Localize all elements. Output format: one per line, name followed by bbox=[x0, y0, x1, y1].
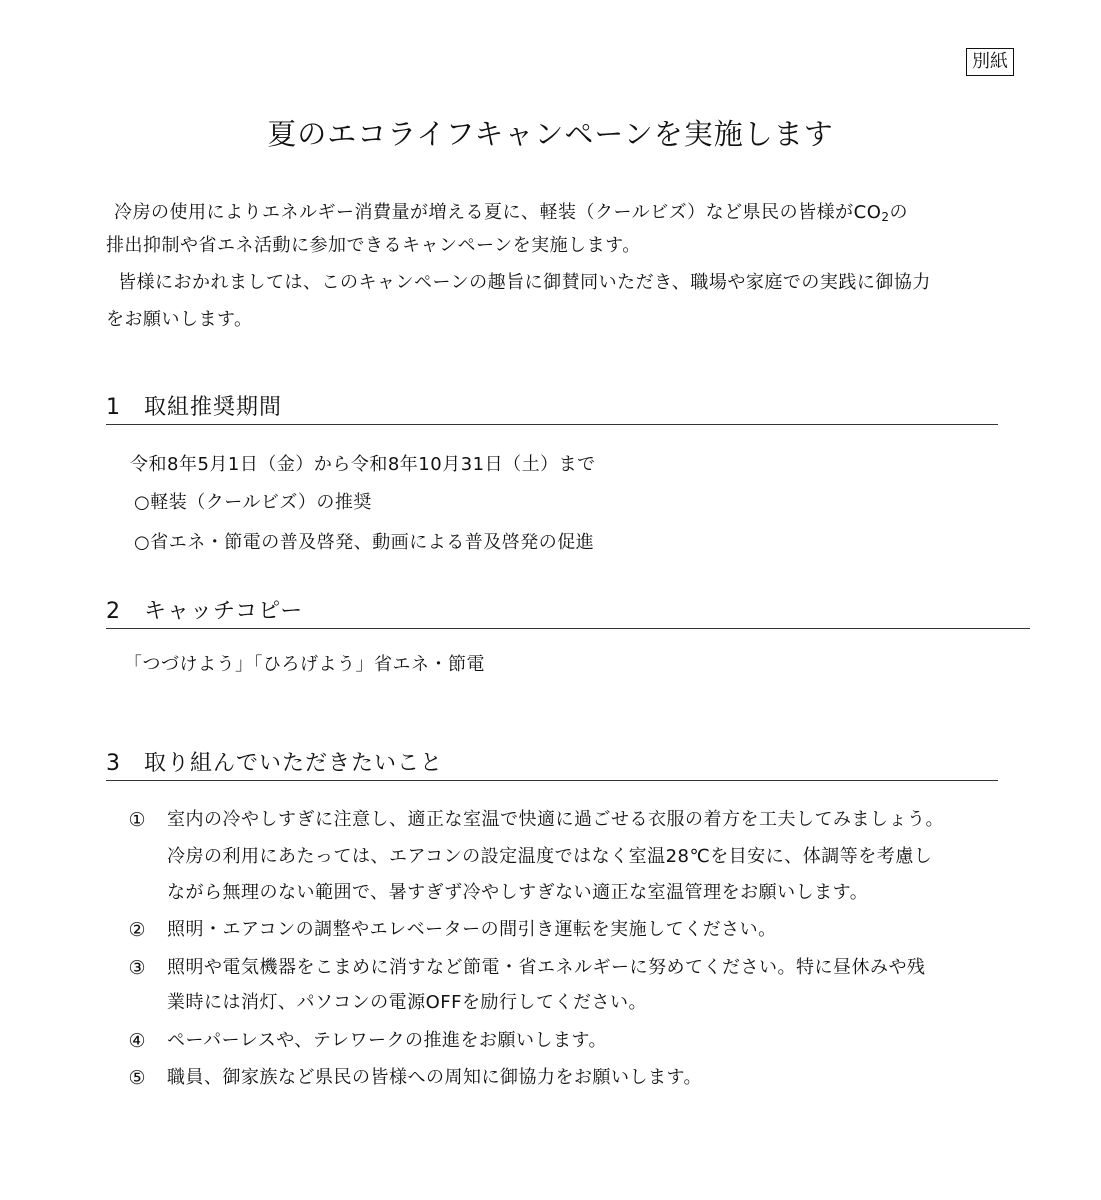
section-2-title: 2 キャッチコピー bbox=[106, 599, 304, 624]
intro-line-4: をお願いします。 bbox=[106, 309, 253, 330]
attachment-badge: 別紙 bbox=[966, 48, 1014, 76]
intro-line-2: 排出抑制や省エネ活動に参加できるキャンペーンを実施します。 bbox=[106, 235, 641, 256]
item-3-line-1: 照明や電気機器をこまめに消すなど節電・省エネルギーに努めてください。特に昼休みや残 bbox=[167, 957, 926, 978]
document-title: 夏のエコライフキャンペーンを実施します bbox=[267, 117, 834, 151]
catchcopy: 「つづけよう」「ひろげよう」省エネ・節電 bbox=[124, 654, 485, 675]
intro-line-1-end: の bbox=[889, 202, 909, 223]
co2-subscript: 2 bbox=[881, 210, 890, 224]
item-1-line-3: ながら無理のない範囲で、暑すぎず冷やしすぎない適正な室温管理をお願いします。 bbox=[167, 882, 869, 903]
section-1-period: 令和8年5月1日（金）から令和8年10月31日（土）まで bbox=[130, 454, 596, 475]
item-5-number: ⑤ bbox=[128, 1067, 146, 1089]
section-3-title: 3 取り組んでいただきたいこと bbox=[106, 751, 443, 776]
item-2-line-1: 照明・エアコンの調整やエレベーターの間引き運転を実施してください。 bbox=[167, 919, 777, 940]
intro-line-1 bbox=[114, 200, 908, 230]
item-3-line-2: 業時には消灯、パソコンの電源OFFを励行してください。 bbox=[167, 992, 648, 1013]
item-1-line-1: 室内の冷やしすぎに注意し、適正な室温で快適に過ごせる衣服の着方を工夫してみましょう。 bbox=[167, 809, 944, 830]
item-3-number: ③ bbox=[128, 957, 146, 979]
section-3-rule bbox=[106, 780, 998, 781]
item-1-line-2: 冷房の利用にあたっては、エアコンの設定温度ではなく室温28℃を目安に、体調等を考慮し bbox=[167, 846, 933, 867]
item-1-number: ① bbox=[128, 809, 146, 831]
section-1-rule bbox=[106, 424, 998, 425]
item-4-number: ④ bbox=[128, 1030, 146, 1052]
item-5-line-1: 職員、御家族など県民の皆様への周知に御協力をお願いします。 bbox=[167, 1067, 703, 1088]
section-1-title: 1 取組推奨期間 bbox=[106, 395, 282, 420]
section-1-item-1: ○軽装（クールビズ）の推奨 bbox=[134, 492, 372, 513]
item-4-line-1: ペーパーレスや、テレワークの推進をお願いします。 bbox=[167, 1030, 608, 1051]
intro-line-1-text: 冷房の使用によりエネルギー消費量が増える夏に、軽装（クールビズ）など県民の皆様がCO bbox=[114, 202, 882, 223]
section-1-item-2: ○省エネ・節電の普及啓発、動画による普及啓発の促進 bbox=[134, 532, 595, 553]
section-2-rule bbox=[106, 628, 1030, 629]
item-2-number: ② bbox=[128, 919, 146, 941]
intro-line-3: 皆様におかれましては、このキャンペーンの趣旨に御賛同いただき、職場や家庭での実践に御協力 bbox=[118, 272, 931, 293]
